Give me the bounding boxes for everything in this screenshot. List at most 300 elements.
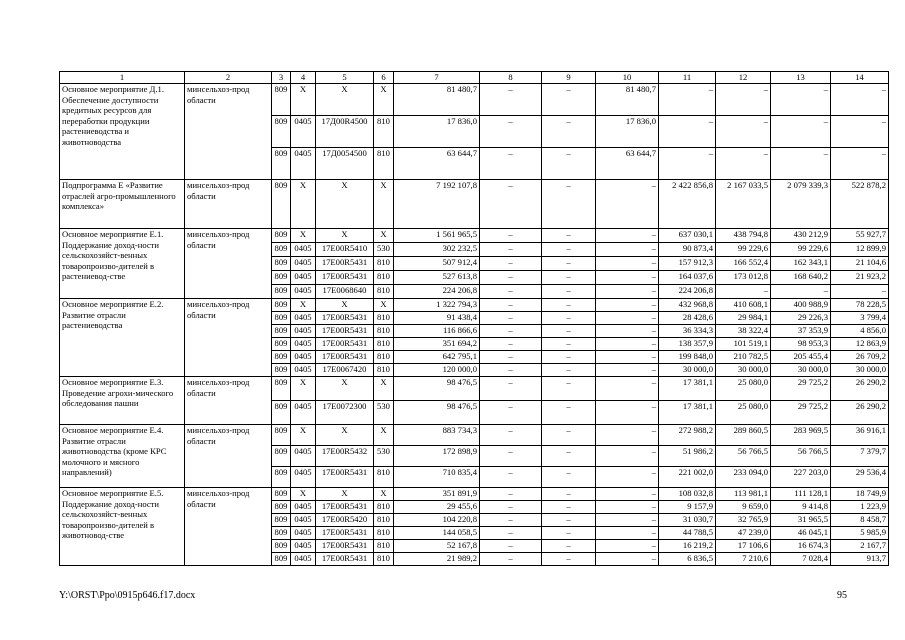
- value-cell: 98 476,5: [394, 377, 480, 401]
- table-row: [60, 299, 889, 312]
- value-cell: 0405: [291, 501, 316, 514]
- value-cell: 46 045,1: [771, 527, 831, 540]
- value-cell: –: [659, 148, 716, 180]
- value-cell: –: [542, 540, 596, 553]
- value-cell: Х: [374, 425, 394, 446]
- value-cell: 430 212,9: [771, 229, 831, 243]
- value-cell: 272 988,2: [659, 425, 716, 446]
- value-cell: –: [480, 467, 542, 488]
- value-cell: –: [542, 299, 596, 312]
- value-cell: –: [716, 84, 771, 116]
- table-row: [60, 84, 889, 116]
- executor-cell: минсельхоз-прод области: [185, 299, 272, 377]
- value-cell: –: [542, 514, 596, 527]
- value-cell: 26 709,2: [831, 351, 889, 364]
- value-cell: 809: [272, 527, 291, 540]
- value-cell: 2 167 033,5: [716, 180, 771, 229]
- value-cell: –: [596, 299, 659, 312]
- value-cell: 44 788,5: [659, 527, 716, 540]
- value-cell: –: [480, 527, 542, 540]
- value-cell: 99 229,6: [771, 243, 831, 257]
- value-cell: Х: [374, 84, 394, 116]
- value-cell: –: [596, 271, 659, 285]
- value-cell: –: [542, 84, 596, 116]
- value-cell: –: [480, 446, 542, 467]
- value-cell: 0405: [291, 540, 316, 553]
- value-cell: 81 480,7: [596, 84, 659, 116]
- value-cell: Х: [374, 488, 394, 501]
- value-cell: 91 438,4: [394, 312, 480, 325]
- value-cell: –: [831, 148, 889, 180]
- value-cell: –: [480, 540, 542, 553]
- value-cell: 9 157,9: [659, 501, 716, 514]
- value-cell: –: [542, 116, 596, 148]
- value-cell: 522 878,2: [831, 180, 889, 229]
- value-cell: 199 848,0: [659, 351, 716, 364]
- value-cell: 0405: [291, 257, 316, 271]
- value-cell: –: [596, 180, 659, 229]
- value-cell: Х: [291, 488, 316, 501]
- value-cell: 710 835,4: [394, 467, 480, 488]
- value-cell: 31 030,7: [659, 514, 716, 527]
- value-cell: 26 290,2: [831, 377, 889, 401]
- value-cell: –: [771, 285, 831, 299]
- value-cell: –: [542, 257, 596, 271]
- value-cell: 173 012,8: [716, 271, 771, 285]
- value-cell: 810: [374, 116, 394, 148]
- value-cell: 25 080,0: [716, 377, 771, 401]
- value-cell: 56 766,5: [771, 446, 831, 467]
- value-cell: 17Е00R5420: [316, 514, 374, 527]
- value-cell: 0405: [291, 527, 316, 540]
- value-cell: Х: [291, 377, 316, 401]
- value-cell: –: [542, 338, 596, 351]
- value-cell: –: [480, 84, 542, 116]
- value-cell: –: [542, 364, 596, 377]
- value-cell: 227 203,0: [771, 467, 831, 488]
- value-cell: –: [596, 325, 659, 338]
- value-cell: Х: [291, 299, 316, 312]
- value-cell: 17Е0068640: [316, 285, 374, 299]
- value-cell: 0405: [291, 243, 316, 257]
- value-cell: 17Е00R5431: [316, 501, 374, 514]
- value-cell: –: [542, 243, 596, 257]
- value-cell: 17Д0054500: [316, 148, 374, 180]
- value-cell: 26 290,2: [831, 401, 889, 425]
- value-cell: 21 104,6: [831, 257, 889, 271]
- value-cell: 101 519,1: [716, 338, 771, 351]
- value-cell: 17 836,0: [596, 116, 659, 148]
- value-cell: –: [542, 425, 596, 446]
- value-cell: –: [480, 425, 542, 446]
- value-cell: 7 028,4: [771, 553, 831, 566]
- table-row: [60, 229, 889, 243]
- value-cell: 809: [272, 401, 291, 425]
- table-row: [60, 488, 889, 501]
- program-name-cell: Основное мероприятие Е.5. Поддержание доход-ности сельскохозяйст-венных товаропроизво-дителей в животновод-стве: [60, 488, 185, 566]
- value-cell: 17 836,0: [394, 116, 480, 148]
- value-cell: 809: [272, 540, 291, 553]
- value-cell: 810: [374, 338, 394, 351]
- value-cell: –: [542, 446, 596, 467]
- value-cell: –: [596, 425, 659, 446]
- value-cell: 205 455,4: [771, 351, 831, 364]
- value-cell: 17Е00R5431: [316, 553, 374, 566]
- value-cell: 810: [374, 257, 394, 271]
- value-cell: 809: [272, 425, 291, 446]
- value-cell: 17Е00R5431: [316, 540, 374, 553]
- value-cell: 81 480,7: [394, 84, 480, 116]
- page-number: 95: [837, 590, 847, 601]
- value-cell: 883 734,3: [394, 425, 480, 446]
- value-cell: –: [596, 553, 659, 566]
- value-cell: –: [542, 325, 596, 338]
- value-cell: 98 476,5: [394, 401, 480, 425]
- value-cell: 1 561 965,5: [394, 229, 480, 243]
- value-cell: 157 912,3: [659, 257, 716, 271]
- value-cell: 810: [374, 312, 394, 325]
- value-cell: 8 458,7: [831, 514, 889, 527]
- value-cell: 0405: [291, 467, 316, 488]
- value-cell: –: [596, 540, 659, 553]
- value-cell: Х: [374, 299, 394, 312]
- value-cell: 5 985,9: [831, 527, 889, 540]
- value-cell: 17Е00R5431: [316, 467, 374, 488]
- value-cell: –: [596, 338, 659, 351]
- value-cell: Х: [316, 299, 374, 312]
- program-name-cell: Основное мероприятие Е.2. Развитие отрасли растениеводства: [60, 299, 185, 377]
- value-cell: 18 749,9: [831, 488, 889, 501]
- value-cell: 809: [272, 446, 291, 467]
- value-cell: 0405: [291, 271, 316, 285]
- value-cell: 809: [272, 467, 291, 488]
- value-cell: 63 644,7: [394, 148, 480, 180]
- program-name-cell: Основное мероприятие Е.4. Развитие отрасли животноводства (кроме КРС молочного и мясного направлений): [60, 425, 185, 488]
- value-cell: 2 079 339,3: [771, 180, 831, 229]
- value-cell: –: [596, 257, 659, 271]
- column-number: 12: [716, 72, 771, 84]
- value-cell: 809: [272, 488, 291, 501]
- value-cell: –: [542, 180, 596, 229]
- value-cell: –: [480, 553, 542, 566]
- column-number: 9: [542, 72, 596, 84]
- value-cell: –: [596, 488, 659, 501]
- value-cell: Х: [374, 377, 394, 401]
- value-cell: –: [542, 527, 596, 540]
- value-cell: 2 167,7: [831, 540, 889, 553]
- value-cell: 809: [272, 351, 291, 364]
- value-cell: –: [480, 148, 542, 180]
- table-row: [60, 377, 889, 401]
- value-cell: 0405: [291, 351, 316, 364]
- executor-cell: минсельхоз-прод области: [185, 84, 272, 180]
- value-cell: –: [542, 501, 596, 514]
- value-cell: –: [542, 312, 596, 325]
- value-cell: –: [480, 488, 542, 501]
- column-number-row: [60, 72, 889, 84]
- value-cell: 400 988,9: [771, 299, 831, 312]
- column-number: 1: [60, 72, 185, 84]
- value-cell: 1 223,9: [831, 501, 889, 514]
- value-cell: 809: [272, 285, 291, 299]
- value-cell: 809: [272, 338, 291, 351]
- value-cell: 809: [272, 325, 291, 338]
- value-cell: 113 981,1: [716, 488, 771, 501]
- value-cell: –: [480, 116, 542, 148]
- value-cell: 810: [374, 364, 394, 377]
- value-cell: 7 379,7: [831, 446, 889, 467]
- value-cell: 0405: [291, 401, 316, 425]
- value-cell: –: [659, 84, 716, 116]
- value-cell: –: [831, 84, 889, 116]
- value-cell: 17Е00R5410: [316, 243, 374, 257]
- budget-table: [59, 71, 889, 566]
- value-cell: 809: [272, 312, 291, 325]
- value-cell: 809: [272, 243, 291, 257]
- value-cell: –: [480, 401, 542, 425]
- column-number: 13: [771, 72, 831, 84]
- value-cell: –: [480, 364, 542, 377]
- value-cell: –: [596, 527, 659, 540]
- value-cell: 810: [374, 285, 394, 299]
- value-cell: 507 912,4: [394, 257, 480, 271]
- value-cell: 810: [374, 514, 394, 527]
- value-cell: –: [596, 285, 659, 299]
- program-name-cell: Основное мероприятие Е.1. Поддержание доход-ности сельскохозяйст-венных товаропроизво-дителей в растениевод-стве: [60, 229, 185, 299]
- column-number: 3: [272, 72, 291, 84]
- value-cell: 809: [272, 553, 291, 566]
- value-cell: 0405: [291, 338, 316, 351]
- value-cell: –: [771, 84, 831, 116]
- value-cell: 0405: [291, 116, 316, 148]
- value-cell: 37 353,9: [771, 325, 831, 338]
- value-cell: 289 860,5: [716, 425, 771, 446]
- value-cell: 36 334,3: [659, 325, 716, 338]
- value-cell: 12 863,9: [831, 338, 889, 351]
- value-cell: 63 644,7: [596, 148, 659, 180]
- value-cell: 809: [272, 364, 291, 377]
- value-cell: 351 891,9: [394, 488, 480, 501]
- value-cell: 30 000,0: [659, 364, 716, 377]
- value-cell: 810: [374, 325, 394, 338]
- value-cell: 7 192 107,8: [394, 180, 480, 229]
- value-cell: 17Е00R5431: [316, 312, 374, 325]
- value-cell: –: [596, 501, 659, 514]
- value-cell: 55 927,7: [831, 229, 889, 243]
- value-cell: 21 989,2: [394, 553, 480, 566]
- value-cell: 0405: [291, 446, 316, 467]
- value-cell: –: [480, 257, 542, 271]
- value-cell: Х: [291, 84, 316, 116]
- value-cell: 224 206,8: [659, 285, 716, 299]
- value-cell: Х: [291, 229, 316, 243]
- value-cell: 351 694,2: [394, 338, 480, 351]
- value-cell: 810: [374, 467, 394, 488]
- value-cell: 809: [272, 501, 291, 514]
- value-cell: 17Е00R5431: [316, 527, 374, 540]
- value-cell: –: [480, 514, 542, 527]
- value-cell: 47 239,0: [716, 527, 771, 540]
- value-cell: 233 094,0: [716, 467, 771, 488]
- value-cell: 17Е00R5431: [316, 325, 374, 338]
- value-cell: –: [480, 271, 542, 285]
- value-cell: 6 836,5: [659, 553, 716, 566]
- value-cell: 30 000,0: [716, 364, 771, 377]
- column-number: 4: [291, 72, 316, 84]
- value-cell: 809: [272, 116, 291, 148]
- value-cell: 51 986,2: [659, 446, 716, 467]
- value-cell: 32 765,9: [716, 514, 771, 527]
- value-cell: –: [596, 312, 659, 325]
- value-cell: –: [480, 180, 542, 229]
- value-cell: 29 984,1: [716, 312, 771, 325]
- value-cell: 283 969,5: [771, 425, 831, 446]
- value-cell: 0405: [291, 312, 316, 325]
- value-cell: 17Е00R5432: [316, 446, 374, 467]
- value-cell: 30 000,0: [771, 364, 831, 377]
- value-cell: Х: [316, 229, 374, 243]
- value-cell: 809: [272, 271, 291, 285]
- value-cell: 221 002,0: [659, 467, 716, 488]
- value-cell: 7 210,6: [716, 553, 771, 566]
- value-cell: –: [596, 467, 659, 488]
- column-number: 2: [185, 72, 272, 84]
- value-cell: 21 923,2: [831, 271, 889, 285]
- value-cell: 637 030,1: [659, 229, 716, 243]
- value-cell: 809: [272, 514, 291, 527]
- value-cell: 810: [374, 527, 394, 540]
- value-cell: Х: [316, 425, 374, 446]
- value-cell: 17Е00R5431: [316, 257, 374, 271]
- value-cell: –: [542, 488, 596, 501]
- column-number: 5: [316, 72, 374, 84]
- value-cell: 0405: [291, 325, 316, 338]
- value-cell: –: [480, 229, 542, 243]
- value-cell: –: [596, 351, 659, 364]
- value-cell: 530: [374, 446, 394, 467]
- value-cell: –: [771, 148, 831, 180]
- value-cell: Х: [291, 180, 316, 229]
- value-cell: –: [542, 351, 596, 364]
- value-cell: 56 766,5: [716, 446, 771, 467]
- value-cell: 210 782,5: [716, 351, 771, 364]
- executor-cell: минсельхоз-прод области: [185, 229, 272, 299]
- value-cell: 3 799,4: [831, 312, 889, 325]
- column-number: 8: [480, 72, 542, 84]
- value-cell: 172 898,9: [394, 446, 480, 467]
- value-cell: 809: [272, 257, 291, 271]
- value-cell: 2 422 856,8: [659, 180, 716, 229]
- value-cell: Х: [374, 180, 394, 229]
- value-cell: –: [542, 271, 596, 285]
- value-cell: –: [542, 229, 596, 243]
- value-cell: 36 916,1: [831, 425, 889, 446]
- value-cell: 438 794,8: [716, 229, 771, 243]
- column-number: 6: [374, 72, 394, 84]
- value-cell: 108 032,8: [659, 488, 716, 501]
- value-cell: –: [596, 364, 659, 377]
- column-number: 11: [659, 72, 716, 84]
- value-cell: 0405: [291, 148, 316, 180]
- value-cell: –: [480, 312, 542, 325]
- value-cell: 168 640,2: [771, 271, 831, 285]
- value-cell: 17 106,6: [716, 540, 771, 553]
- column-number: 14: [831, 72, 889, 84]
- executor-cell: минсельхоз-прод области: [185, 377, 272, 425]
- value-cell: –: [480, 299, 542, 312]
- value-cell: 25 080,0: [716, 401, 771, 425]
- value-cell: –: [596, 229, 659, 243]
- value-cell: 913,7: [831, 553, 889, 566]
- value-cell: 809: [272, 180, 291, 229]
- value-cell: –: [596, 243, 659, 257]
- value-cell: –: [480, 377, 542, 401]
- value-cell: 17Е00R5431: [316, 351, 374, 364]
- value-cell: –: [542, 401, 596, 425]
- value-cell: 166 552,4: [716, 257, 771, 271]
- value-cell: 810: [374, 501, 394, 514]
- value-cell: 9 659,0: [716, 501, 771, 514]
- value-cell: 809: [272, 299, 291, 312]
- value-cell: 17 381,1: [659, 401, 716, 425]
- value-cell: 530: [374, 401, 394, 425]
- value-cell: 810: [374, 148, 394, 180]
- value-cell: 31 965,5: [771, 514, 831, 527]
- value-cell: 302 232,5: [394, 243, 480, 257]
- value-cell: –: [480, 325, 542, 338]
- value-cell: 810: [374, 271, 394, 285]
- value-cell: 116 866,6: [394, 325, 480, 338]
- value-cell: 29 455,6: [394, 501, 480, 514]
- value-cell: 104 220,8: [394, 514, 480, 527]
- value-cell: Х: [316, 180, 374, 229]
- column-number: 10: [596, 72, 659, 84]
- value-cell: –: [596, 401, 659, 425]
- value-cell: –: [480, 338, 542, 351]
- value-cell: –: [716, 148, 771, 180]
- value-cell: 17 381,1: [659, 377, 716, 401]
- value-cell: 52 167,8: [394, 540, 480, 553]
- value-cell: –: [542, 285, 596, 299]
- value-cell: –: [596, 446, 659, 467]
- value-cell: 30 000,0: [831, 364, 889, 377]
- value-cell: 809: [272, 84, 291, 116]
- value-cell: –: [542, 148, 596, 180]
- value-cell: 17Е00R5431: [316, 338, 374, 351]
- value-cell: 16 219,2: [659, 540, 716, 553]
- value-cell: 17Д00R4500: [316, 116, 374, 148]
- value-cell: 9 414,8: [771, 501, 831, 514]
- value-cell: –: [542, 553, 596, 566]
- executor-cell: минсельхоз-прод области: [185, 425, 272, 488]
- executor-cell: минсельхоз-прод области: [185, 180, 272, 229]
- value-cell: 810: [374, 553, 394, 566]
- value-cell: –: [659, 116, 716, 148]
- table-row: [60, 180, 889, 229]
- value-cell: 4 856,0: [831, 325, 889, 338]
- value-cell: 642 795,1: [394, 351, 480, 364]
- value-cell: 16 674,3: [771, 540, 831, 553]
- footer-file-path: Y:\ORST\Ppo\0915p646.f17.docx: [59, 590, 196, 601]
- value-cell: 78 228,5: [831, 299, 889, 312]
- value-cell: 809: [272, 377, 291, 401]
- value-cell: 809: [272, 148, 291, 180]
- value-cell: 810: [374, 540, 394, 553]
- column-number: 7: [394, 72, 480, 84]
- value-cell: 29 226,3: [771, 312, 831, 325]
- value-cell: 17Е0072300: [316, 401, 374, 425]
- value-cell: 90 873,4: [659, 243, 716, 257]
